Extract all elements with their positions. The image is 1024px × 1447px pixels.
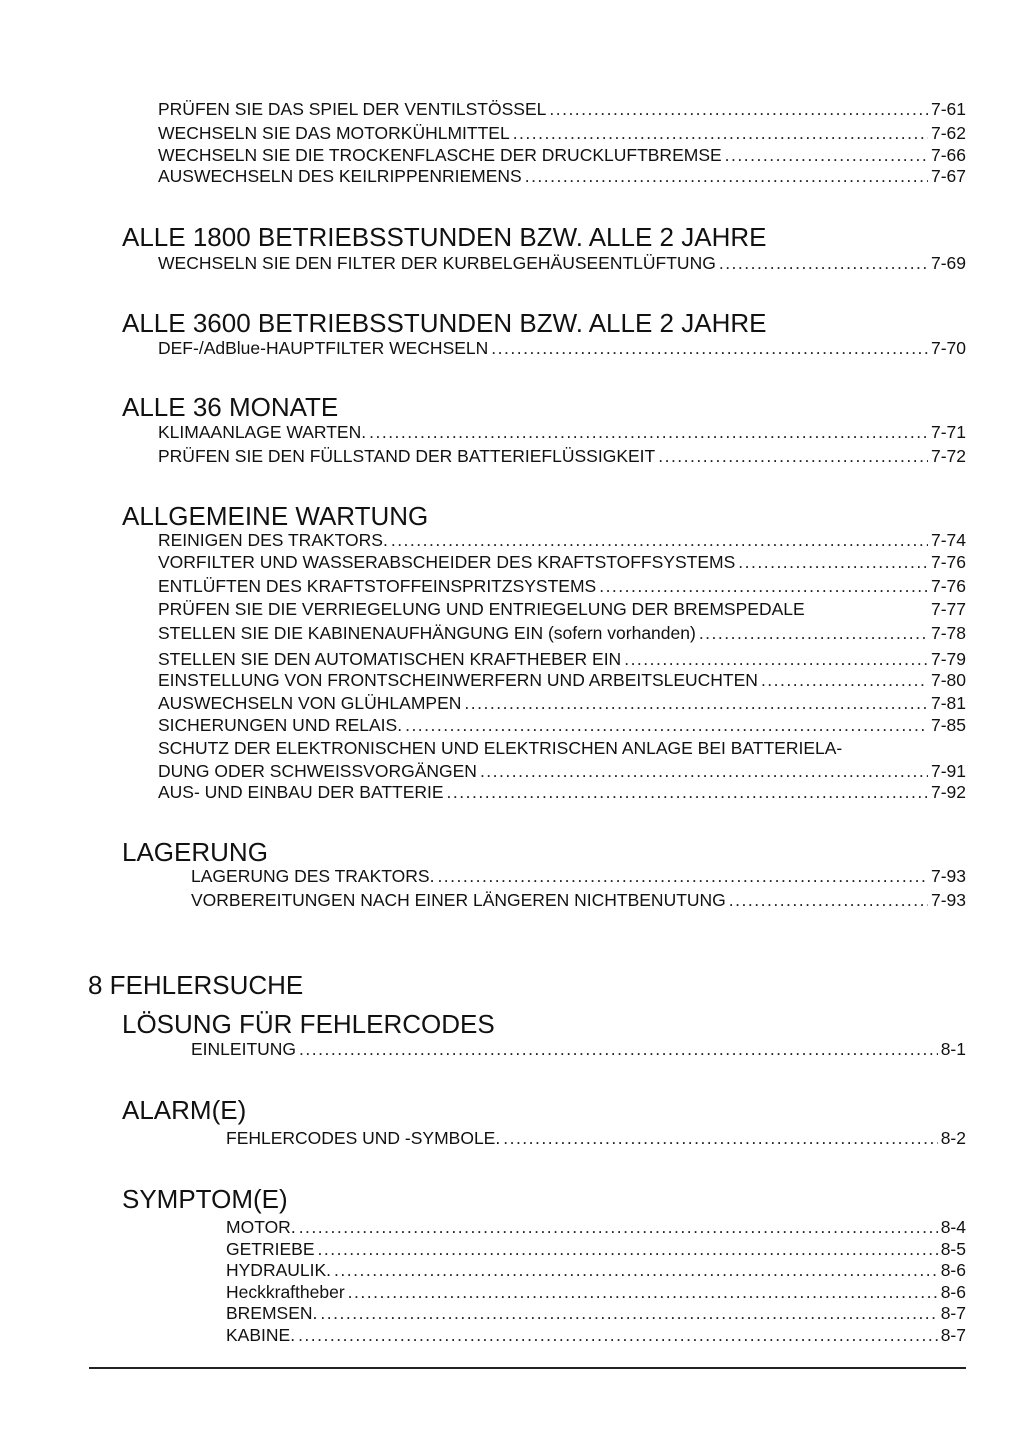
toc-entry-page: 7-91 — [930, 761, 966, 781]
toc-entry-page: 7-81 — [930, 693, 966, 713]
section-heading: ALLGEMEINE WARTUNG — [122, 501, 429, 531]
toc-entry-page: 7-92 — [930, 782, 966, 802]
dot-leader — [658, 445, 928, 467]
toc-entry[interactable] — [226, 1238, 966, 1260]
toc-entry-page: 7-77 — [930, 599, 966, 619]
toc-entry-page: 8-7 — [940, 1325, 966, 1345]
section-heading: LAGERUNG — [122, 837, 268, 867]
toc-entry[interactable] — [226, 1259, 966, 1281]
toc-entry-title: PRÜFEN SIE DIE VERRIEGELUNG UND ENTRIEGELUNG DER BREMSPEDALE — [158, 599, 805, 619]
dot-leader — [480, 760, 928, 782]
toc-entry-title: AUS- UND EINBAU DER BATTERIE — [158, 782, 444, 802]
toc-entry-page: 7-78 — [930, 623, 966, 643]
toc-entry-page: 7-93 — [930, 890, 966, 910]
toc-entry[interactable] — [158, 692, 966, 714]
toc-entry-title: GETRIEBE — [226, 1239, 315, 1259]
dot-leader — [725, 144, 928, 166]
toc-entry[interactable] — [158, 781, 966, 803]
dot-leader — [624, 648, 928, 670]
toc-entry[interactable] — [226, 1324, 966, 1346]
toc-entry-page: 7-85 — [930, 715, 966, 735]
toc-entry[interactable] — [158, 622, 966, 644]
toc-entry-page: 7-74 — [930, 530, 966, 550]
toc-entry[interactable] — [191, 889, 966, 911]
dot-leader — [391, 529, 928, 551]
dot-leader — [719, 252, 928, 274]
toc-entry-page: 7-79 — [930, 649, 966, 669]
toc-entry-title: LAGERUNG DES TRAKTORS. — [191, 866, 435, 886]
dot-leader — [729, 889, 928, 911]
toc-entry[interactable] — [158, 144, 966, 166]
dot-leader — [738, 551, 928, 573]
toc-entry-title: VORBEREITUNGEN NACH EINER LÄNGEREN NICHTBENUTUNG — [191, 890, 726, 910]
toc-entry[interactable] — [158, 421, 966, 443]
toc-entry[interactable] — [158, 648, 966, 670]
toc-entry-title: REINIGEN DES TRAKTORS. — [158, 530, 388, 550]
dot-leader — [318, 1238, 938, 1260]
toc-entry[interactable] — [158, 598, 966, 620]
toc-entry[interactable] — [158, 529, 966, 551]
toc-entry[interactable] — [158, 165, 966, 187]
section-heading: SYMPTOM(E) — [122, 1184, 288, 1214]
toc-entry-page: 7-62 — [930, 123, 966, 143]
toc-entry-title: SICHERUNGEN UND RELAIS. — [158, 715, 403, 735]
toc-entry[interactable] — [158, 445, 966, 467]
toc-entry-title: Heckkraftheber — [226, 1282, 345, 1302]
section-heading: ALLE 1800 BETRIEBSSTUNDEN BZW. ALLE 2 JAHRE — [122, 222, 767, 252]
dot-leader — [599, 575, 928, 597]
toc-entry-title: BREMSEN. — [226, 1303, 318, 1323]
dot-leader — [320, 1302, 937, 1324]
toc-entry-title: EINLEITUNG — [191, 1039, 297, 1059]
dot-leader — [491, 337, 928, 359]
toc-entry-title: PRÜFEN SIE DAS SPIEL DER VENTILSTÖSSEL — [158, 99, 547, 119]
dot-leader — [525, 165, 928, 187]
toc-entry[interactable] — [158, 714, 966, 736]
toc-entry[interactable] — [158, 122, 966, 144]
toc-entry[interactable] — [158, 575, 966, 597]
dot-leader — [298, 1324, 938, 1346]
toc-entry[interactable] — [226, 1216, 966, 1238]
toc-entry[interactable] — [158, 760, 966, 782]
section-heading: ALARM(E) — [122, 1095, 247, 1125]
toc-entry-page: 7-76 — [930, 576, 966, 596]
toc-entry-page: 7-72 — [930, 446, 966, 466]
toc-entry-title: EINSTELLUNG VON FRONTSCHEINWERFERN UND ARBEITSLEUCHTEN — [158, 670, 758, 690]
toc-entry-title: KLIMAANLAGE WARTEN. — [158, 422, 367, 442]
toc-entry[interactable] — [226, 1302, 966, 1324]
dot-leader — [405, 714, 928, 736]
toc-entry[interactable] — [158, 337, 966, 359]
toc-entry-page: 7-71 — [930, 422, 966, 442]
toc-entry-page: 7-76 — [930, 552, 966, 572]
toc-entry-title: DUNG ODER SCHWEISSVORGÄNGEN — [158, 761, 477, 781]
dot-leader — [348, 1281, 938, 1303]
dot-leader — [299, 1038, 938, 1060]
toc-entry-title: MOTOR. — [226, 1217, 296, 1237]
toc-entry[interactable] — [226, 1127, 966, 1149]
toc-entry-title: WECHSELN SIE DIE TROCKENFLASCHE DER DRUCKLUFTBREMSE — [158, 145, 722, 165]
toc-entry[interactable] — [158, 551, 966, 573]
chapter-heading: 8 FEHLERSUCHE — [88, 970, 304, 1000]
section-heading: ALLE 36 MONATE — [122, 392, 339, 422]
section-heading: ALLE 3600 BETRIEBSSTUNDEN BZW. ALLE 2 JAHRE — [122, 308, 767, 338]
toc-entry-title: WECHSELN SIE DEN FILTER DER KURBELGEHÄUSEENTLÜFTUNG — [158, 253, 716, 273]
dot-leader — [549, 98, 928, 120]
toc-entry-page: 7-69 — [930, 253, 966, 273]
toc-entry[interactable] — [191, 1038, 966, 1060]
toc-entry-page: 7-70 — [930, 338, 966, 358]
dot-leader — [513, 122, 928, 144]
toc-entry-title: DEF-/AdBlue-HAUPTFILTER WECHSELN — [158, 338, 489, 358]
dot-leader — [464, 692, 928, 714]
toc-entry-page: 8-5 — [940, 1239, 966, 1259]
dot-leader — [437, 865, 928, 887]
toc-entry-page: 8-6 — [940, 1260, 966, 1280]
toc-entry-title: STELLEN SIE DEN AUTOMATISCHEN KRAFTHEBER EIN — [158, 649, 622, 669]
toc-entry-title: STELLEN SIE DIE KABINENAUFHÄNGUNG EIN (sofern vorhanden) — [158, 623, 696, 643]
toc-entry-page: 7-93 — [930, 866, 966, 886]
toc-entry-title: HYDRAULIK. — [226, 1260, 332, 1280]
dot-leader — [761, 669, 928, 691]
toc-entry-page: 7-80 — [930, 670, 966, 690]
toc-entry-page: 7-61 — [930, 99, 966, 119]
footer-rule — [89, 1367, 966, 1369]
toc-entry[interactable] — [191, 865, 966, 887]
toc-entry-title: ENTLÜFTEN DES KRAFTSTOFFEINSPRITZSYSTEMS — [158, 576, 597, 596]
toc-entry-page: 8-4 — [940, 1217, 966, 1237]
dot-leader — [699, 622, 928, 644]
toc-entry[interactable] — [158, 252, 966, 274]
toc-entry[interactable] — [158, 98, 966, 120]
section-heading: LÖSUNG FÜR FEHLERCODES — [122, 1009, 495, 1039]
dot-leader — [369, 421, 928, 443]
dot-leader — [334, 1259, 938, 1281]
toc-entry-page: 8-1 — [940, 1039, 966, 1059]
toc-entry-title: PRÜFEN SIE DEN FÜLLSTAND DER BATTERIEFLÜSSIGKEIT — [158, 446, 656, 466]
toc-entry-title: FEHLERCODES UND -SYMBOLE. — [226, 1128, 501, 1148]
toc-entry-page: 7-67 — [930, 166, 966, 186]
toc-entry-title: AUSWECHSELN VON GLÜHLAMPEN — [158, 693, 462, 713]
toc-entry-title: AUSWECHSELN DES KEILRIPPENRIEMENS — [158, 166, 522, 186]
toc-entry-title: VORFILTER UND WASSERABSCHEIDER DES KRAFTSTOFFSYSTEMS — [158, 552, 736, 572]
dot-leader — [447, 781, 928, 803]
toc-entry-title: WECHSELN SIE DAS MOTORKÜHLMITTEL — [158, 123, 510, 143]
toc-entry-page: 8-7 — [940, 1303, 966, 1323]
toc-entry[interactable] — [226, 1281, 966, 1303]
toc-entry-page: 8-2 — [940, 1128, 966, 1148]
dot-leader — [503, 1127, 937, 1149]
toc-entry[interactable] — [158, 669, 966, 691]
toc-entry-title[interactable]: SCHUTZ DER ELEKTRONISCHEN UND ELEKTRISCHEN ANLAGE BEI BATTERIELA- — [158, 738, 843, 758]
toc-entry-page: 8-6 — [940, 1282, 966, 1302]
toc-entry-page: 7-66 — [930, 145, 966, 165]
dot-leader — [299, 1216, 938, 1238]
toc-entry-title: KABINE. — [226, 1325, 296, 1345]
